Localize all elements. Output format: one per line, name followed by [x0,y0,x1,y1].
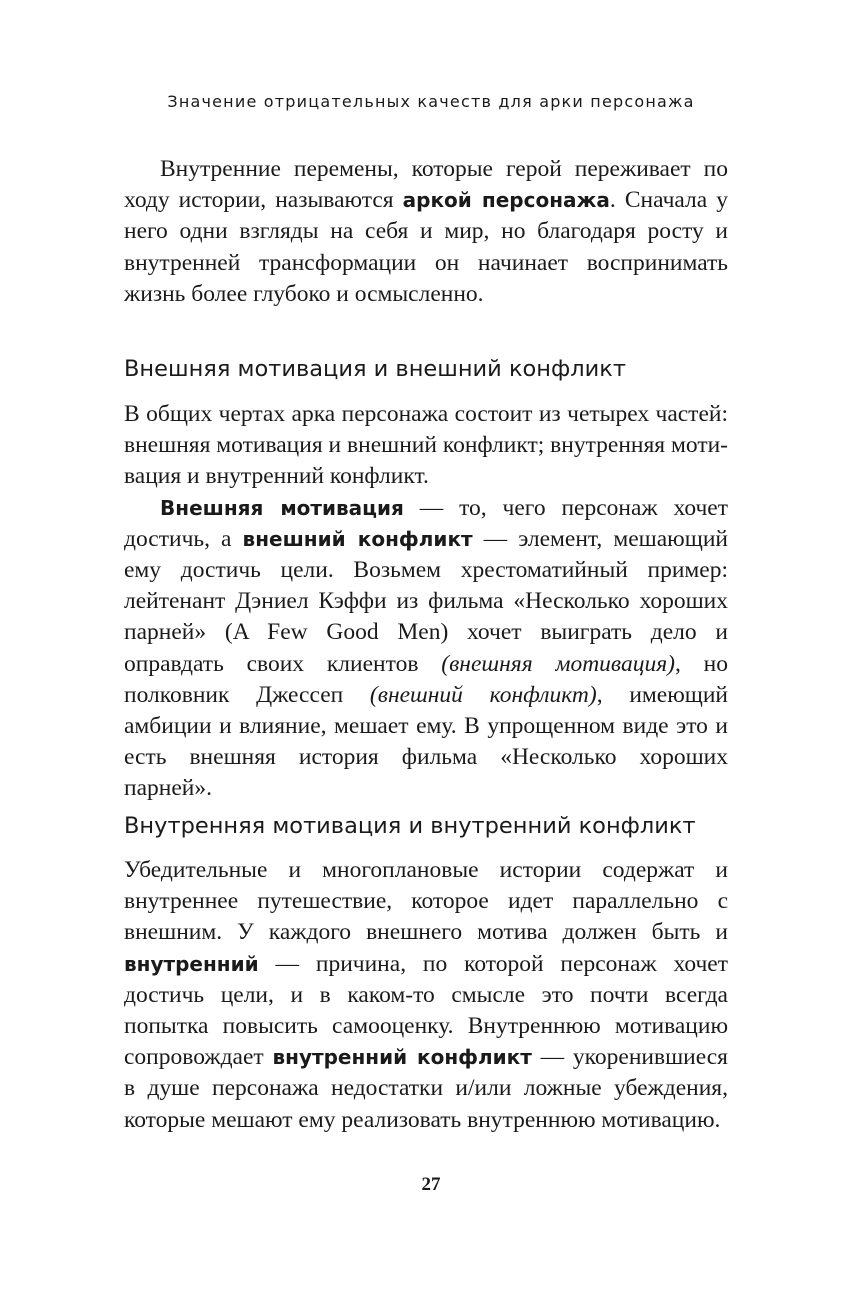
external-p2-text-3: , но полковник Джессеп [124,650,729,708]
section-internal-body [124,855,728,1136]
term-character-arc: аркой персонажа [402,188,610,213]
intro-text-2: . Сначала у него одни взгляды на себя и мир, но благодаря росту и внутренней трансформации он начинает воспринимать жизнь более глубоко и осмысленно. [124,187,728,307]
section-heading-internal: Внутренняя мотивация и внутренний конфликт [124,813,696,839]
internal-p1-text-3: — укоренившиеся в душе персонажа недостатки и/или ложные убеждения, которые мешают ему реализовать внутреннюю мотивацию. [124,1044,728,1133]
internal-paragraph-1 [124,855,728,1136]
external-paragraph-2 [124,493,728,805]
external-p2-text-4: , имеющий амбиции и влияние, мешает ему. В упрощенном виде это и есть внешняя история фильма «Несколько хороших парней». [124,681,728,802]
italic-external-motivation: (внешняя мотивация) [441,650,675,677]
term-internal-conflict: внутренний конфликт [272,1045,532,1070]
section-heading-external: Внешняя мотивация и внешний конфликт [124,356,626,382]
section-external-body [124,399,728,805]
running-head: Значение отрицательных качеств для арки персонажа [167,92,695,111]
intro-paragraph [124,154,728,310]
italic-external-conflict: (внешний конфликт) [369,681,597,708]
internal-p1-text-1: Убедительные и многоплановые истории содержат и внутреннее путешествие, которое идет параллельно с внешним. У каждого внешнего мотива должен быть и [124,857,728,946]
page-number: 27 [421,1174,441,1195]
term-external-conflict: внешний конфликт [242,526,473,551]
term-external-motivation: Внешняя мотивация [160,495,404,520]
external-p2-text-2: — элемент, мешающий ему достичь цели. Возьмем хрестоматийный пример: лейтенант Дэниел Кэффи из фильма «Несколько хороших парней» (A Few Good Men) хочет выиграть дело и оправдать своих клиентов [124,525,728,677]
external-paragraph-1: В общих чертах арка персонажа состоит из четырех частей: внешняя мотивация и внешний конфликт; внутренняя мотивация и внутренний конфликт. [124,401,728,490]
external-p2-text-1: — то, чего персонаж хочет достичь, а [124,494,729,552]
internal-p1-text-2: — причина, по которой персонаж хочет достичь цели, и в каком-то смысле это почти всегда попытка повысить самооценку. Внутреннюю мотивацию сопровождает [124,950,728,1071]
term-internal-motivation: внутренний [124,951,259,976]
intro-text-1: Внутренние перемены, которые герой переживает по ходу истории, называются [124,156,728,214]
